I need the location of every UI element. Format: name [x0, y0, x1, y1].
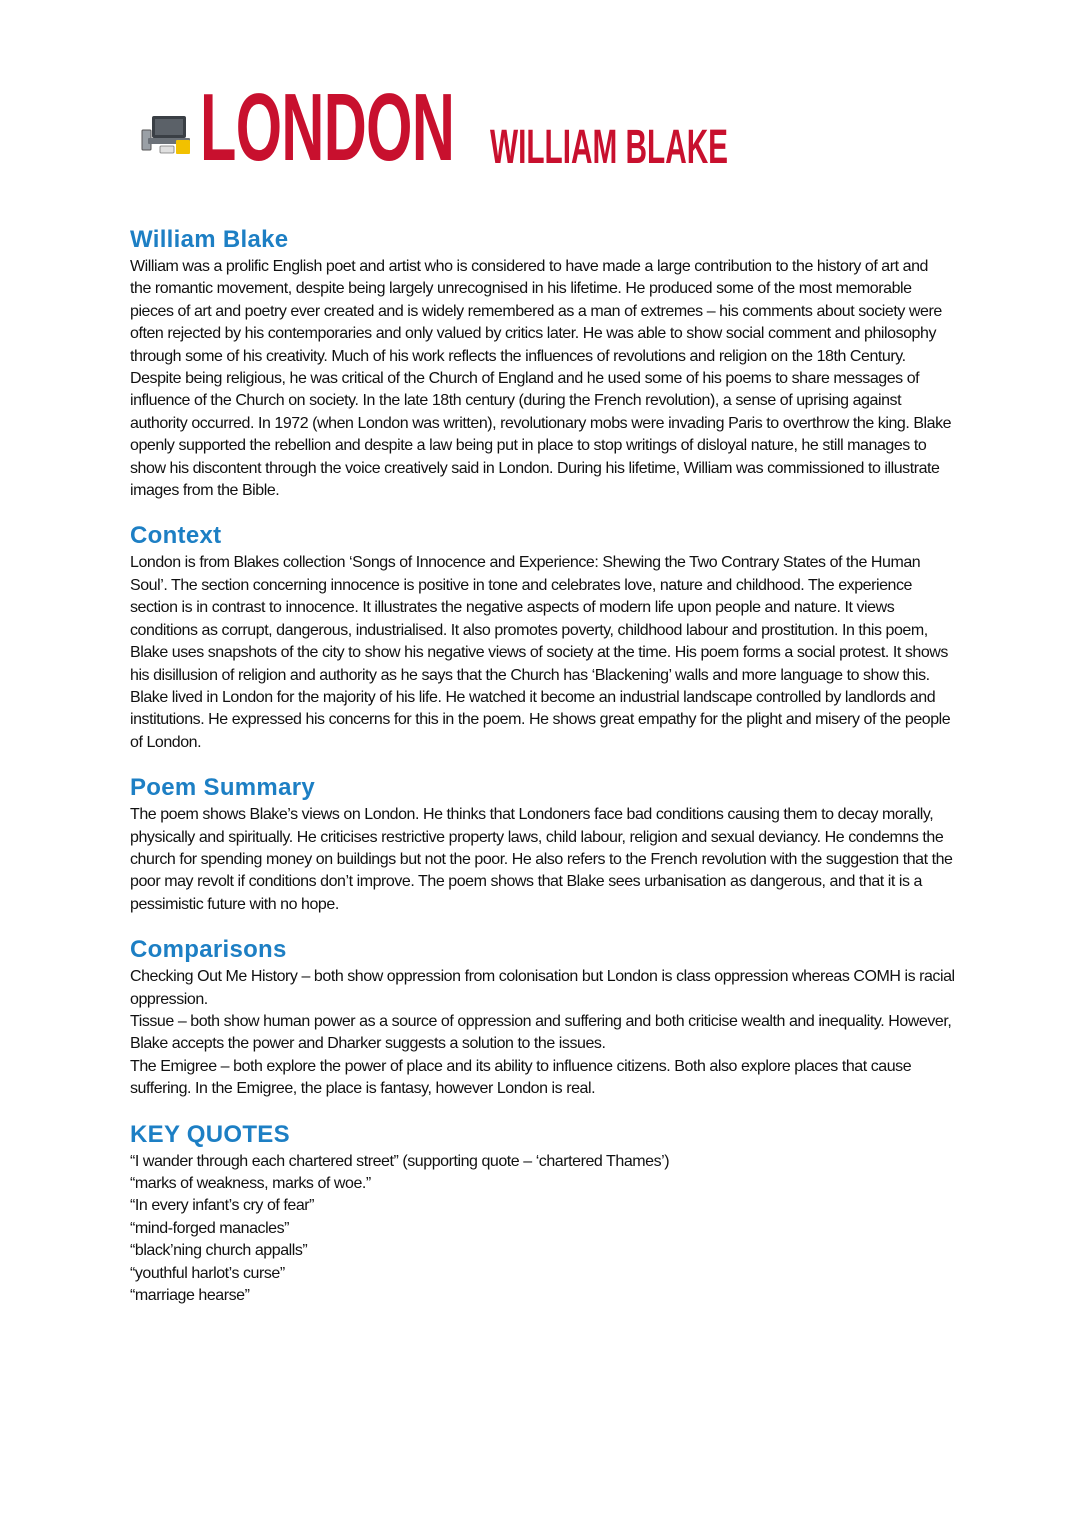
- text-line: The Emigree – both explore the power of place and its ability to influence citizens. Both also explore places that cause: [130, 1057, 912, 1075]
- section-heading: William Blake: [130, 226, 289, 253]
- section-heading: KEY QUOTES: [130, 1120, 290, 1148]
- text-line: “mind-forged manacles”: [130, 1219, 290, 1237]
- text-line: “In every infant’s cry of fear”: [130, 1197, 315, 1215]
- section-text: [130, 966, 955, 1100]
- text-line: his disillusion of religion and authority as he says that the Church has ‘Blackening’ walls and more language to show this.: [130, 666, 930, 684]
- text-line: section is in contrast to innocence. It illustrates the negative aspects of modern life upon people and nature. It views: [130, 599, 895, 617]
- document-body: [130, 226, 955, 1327]
- text-line: poor may revolt if conditions don’t improve. The poem shows that Blake sees urbanisation as dangerous, and that it is a: [130, 873, 922, 891]
- text-line: physically and spiritually. He criticises restrictive property laws, child labour, religion and sexual deviancy. He condemns the: [130, 828, 944, 846]
- text-line: oppression.: [130, 990, 208, 1008]
- section-heading: Comparisons: [130, 936, 287, 964]
- section-text: [130, 552, 955, 754]
- text-line: Checking Out Me History – both show oppression from colonisation but London is class oppression whereas COMH is racial: [130, 968, 955, 986]
- section-poem-summary: [130, 774, 955, 916]
- section-heading: Context: [130, 522, 222, 550]
- text-line: Soul’. The section concerning innocence is positive in tone and celebrates love, nature and childhood. The experience: [130, 576, 912, 594]
- text-line: pieces of art and poetry ever created and is widely remembered as a man of extremes – his comments about society were: [130, 302, 942, 320]
- text-line: pessimistic future with no hope.: [130, 895, 339, 913]
- text-line: show his discontent through the voice creatively said in London. During his lifetime, William was commissioned to illustrate: [130, 459, 940, 477]
- text-line: suffering. In the Emigree, the place is fantasy, however London is real.: [130, 1080, 596, 1098]
- page-title: LONDON: [200, 74, 455, 181]
- text-line: Tissue – both show human power as a source of oppression and suffering and both criticise wealth and inequality. However,: [130, 1012, 952, 1030]
- text-line: openly supported the rebellion and despite a law being put in place to stop writings of disloyal nature, he still manages to: [130, 437, 927, 455]
- text-line: “youthful harlot’s curse”: [130, 1264, 285, 1282]
- text-line: institutions. He expressed his concerns for this in the poem. He shows great empathy for the plight and misery of the people: [130, 711, 951, 729]
- text-line: often rejected by his contemporaries and only valued by critics later. He was able to show social comment and philosophy: [130, 325, 937, 343]
- text-line: Despite being religious, he was critical of the Church of England and he used some of his poems to share messages of: [130, 370, 920, 388]
- text-line: “black’ning church appalls”: [130, 1242, 308, 1260]
- section-william-blake: [130, 226, 955, 502]
- text-line: Blake accepts the power and Dharker suggests a solution to the issues.: [130, 1035, 606, 1053]
- text-line: images from the Bible.: [130, 482, 280, 500]
- text-line: “marks of weakness, marks of woe.”: [130, 1175, 371, 1192]
- text-line: “marriage hearse”: [130, 1287, 250, 1305]
- text-line: the romantic movement, despite being largely unrecognised in his lifetime. He produced some of the most memorable: [130, 280, 912, 298]
- text-line: Blake lived in London for the majority of his life. He watched it become an industrial landscape controlled by landlords and: [130, 688, 936, 706]
- text-line: conditions as corrupt, dangerous, industrialised. It also promotes poverty, childhood labour and prostitution. In this poem,: [130, 621, 928, 639]
- text-line: influence of the Church on society. In the late 18th century (during the French revolution), a sense of uprising against: [130, 392, 902, 410]
- section-heading: Poem Summary: [130, 774, 316, 802]
- page-header: [140, 74, 874, 181]
- section-context: [130, 522, 955, 754]
- page-subtitle: WILLIAM BLAKE: [490, 121, 729, 174]
- text-line: through some of his creativity. Much of his work reflects the influences of revolutions and religion on the 18th Century.: [130, 347, 906, 365]
- section-key-quotes: [130, 1121, 955, 1308]
- text-line: authority occurred. In 1972 (when London was written), revolutionary mobs were invading Paris to overthrow the king. Blake: [130, 414, 952, 432]
- quote-list: [130, 1151, 955, 1308]
- text-line: Blake uses snapshots of the city to show his negative views of society at the time. His poem forms a social protest. It shows: [130, 644, 948, 662]
- section-comparisons: [130, 936, 955, 1100]
- text-line: William was a prolific English poet and artist who is considered to have made a large contribution to the history of art and: [130, 258, 928, 275]
- section-text: [130, 256, 955, 502]
- text-line: “I wander through each chartered street” (supporting quote – ‘chartered Thames’): [130, 1152, 670, 1170]
- text-line: The poem shows Blake’s views on London. He thinks that Londoners face bad conditions causing them to decay morally,: [130, 806, 934, 824]
- text-line: church for spending money on buildings but not the poor. He also refers to the French revolution with the suggestion that the: [130, 850, 953, 868]
- laptop-devices-icon: [140, 110, 194, 158]
- text-line: London is from Blakes collection ‘Songs of Innocence and Experience: Shewing the Two Contrary States of the Human: [130, 554, 921, 572]
- section-text: [130, 804, 955, 916]
- text-line: of London.: [130, 733, 202, 751]
